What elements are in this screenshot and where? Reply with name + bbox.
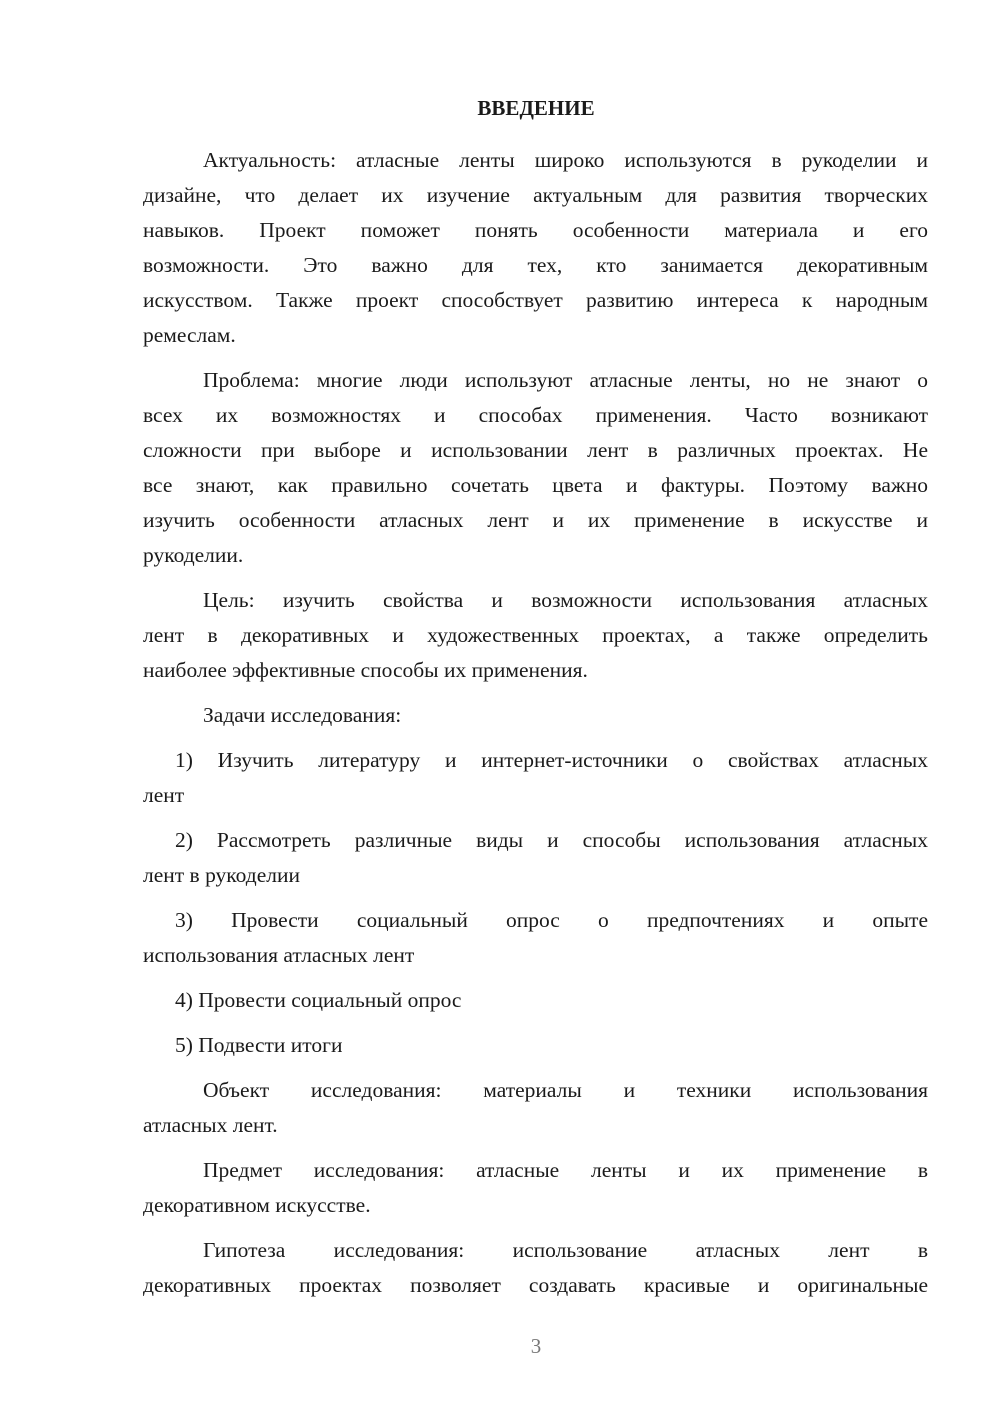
text-line: лент в рукоделии xyxy=(143,863,300,887)
paragraph xyxy=(143,1028,928,1063)
paragraph xyxy=(143,1153,928,1223)
text-line: лент xyxy=(143,783,185,807)
paragraph xyxy=(143,983,928,1018)
text-line: сложности при выборе и использовании лент в различных проектах. Не xyxy=(143,438,928,462)
paragraph xyxy=(143,1073,928,1143)
text-line: дизайне, что делает их изучение актуальным для развития творческих xyxy=(143,183,928,207)
text-line: 5) Подвести итоги xyxy=(175,1033,343,1057)
text-line: Проблема: многие люди используют атласные ленты, но не знают о xyxy=(203,368,928,392)
text-line: атласных лент. xyxy=(143,1113,278,1137)
text-line: Цель: изучить свойства и возможности использования атласных xyxy=(203,588,928,612)
text-line: 1) Изучить литературу и интернет-источники о свойствах атласных xyxy=(175,748,928,772)
text-line: всех их возможностях и способах применения. Часто возникают xyxy=(143,403,928,427)
text-line: Задачи исследования: xyxy=(203,703,402,727)
text-line: Актуальность: атласные ленты широко используются в рукоделии и xyxy=(203,148,928,172)
paragraph xyxy=(143,698,928,733)
text-line: Объект исследования: материалы и техники использования xyxy=(203,1078,928,1102)
paragraph xyxy=(143,903,928,973)
page-title: ВВЕДЕНИЕ xyxy=(477,96,595,120)
document-body xyxy=(143,143,928,1313)
text-line: 2) Рассмотреть различные виды и способы использования атласных xyxy=(175,828,928,852)
text-line: 3) Провести социальный опрос о предпочтениях и опыте xyxy=(175,908,928,932)
text-line: Гипотеза исследования: использование атласных лент в xyxy=(203,1238,928,1262)
paragraph xyxy=(143,743,928,813)
text-line: лент в декоративных и художественных проектах, а также определить xyxy=(143,623,928,647)
text-line: искусством. Также проект способствует развитию интереса к народным xyxy=(143,288,928,312)
paragraph xyxy=(143,583,928,688)
page-number: 3 xyxy=(530,1334,542,1358)
paragraph xyxy=(143,363,928,573)
text-line: рукоделии. xyxy=(143,543,244,567)
paragraph xyxy=(143,143,928,353)
text-line: 4) Провести социальный опрос xyxy=(175,988,462,1012)
paragraph xyxy=(143,1233,928,1303)
paragraph xyxy=(143,823,928,893)
text-line: декоративных проектах позволяет создавать красивые и оригинальные xyxy=(143,1273,928,1297)
text-line: навыков. Проект поможет понять особенности материала и его xyxy=(143,218,928,242)
text-line: использования атласных лент xyxy=(143,943,415,967)
text-line: наиболее эффективные способы их применения. xyxy=(143,658,588,682)
text-line: ремеслам. xyxy=(143,323,236,347)
text-line: декоративном искусстве. xyxy=(143,1193,371,1217)
text-line: возможности. Это важно для тех, кто занимается декоративным xyxy=(143,253,928,277)
text-line: Предмет исследования: атласные ленты и их применение в xyxy=(203,1158,928,1182)
text-line: все знают, как правильно сочетать цвета и фактуры. Поэтому важно xyxy=(143,473,928,497)
text-line: изучить особенности атласных лент и их применение в искусстве и xyxy=(143,508,928,532)
